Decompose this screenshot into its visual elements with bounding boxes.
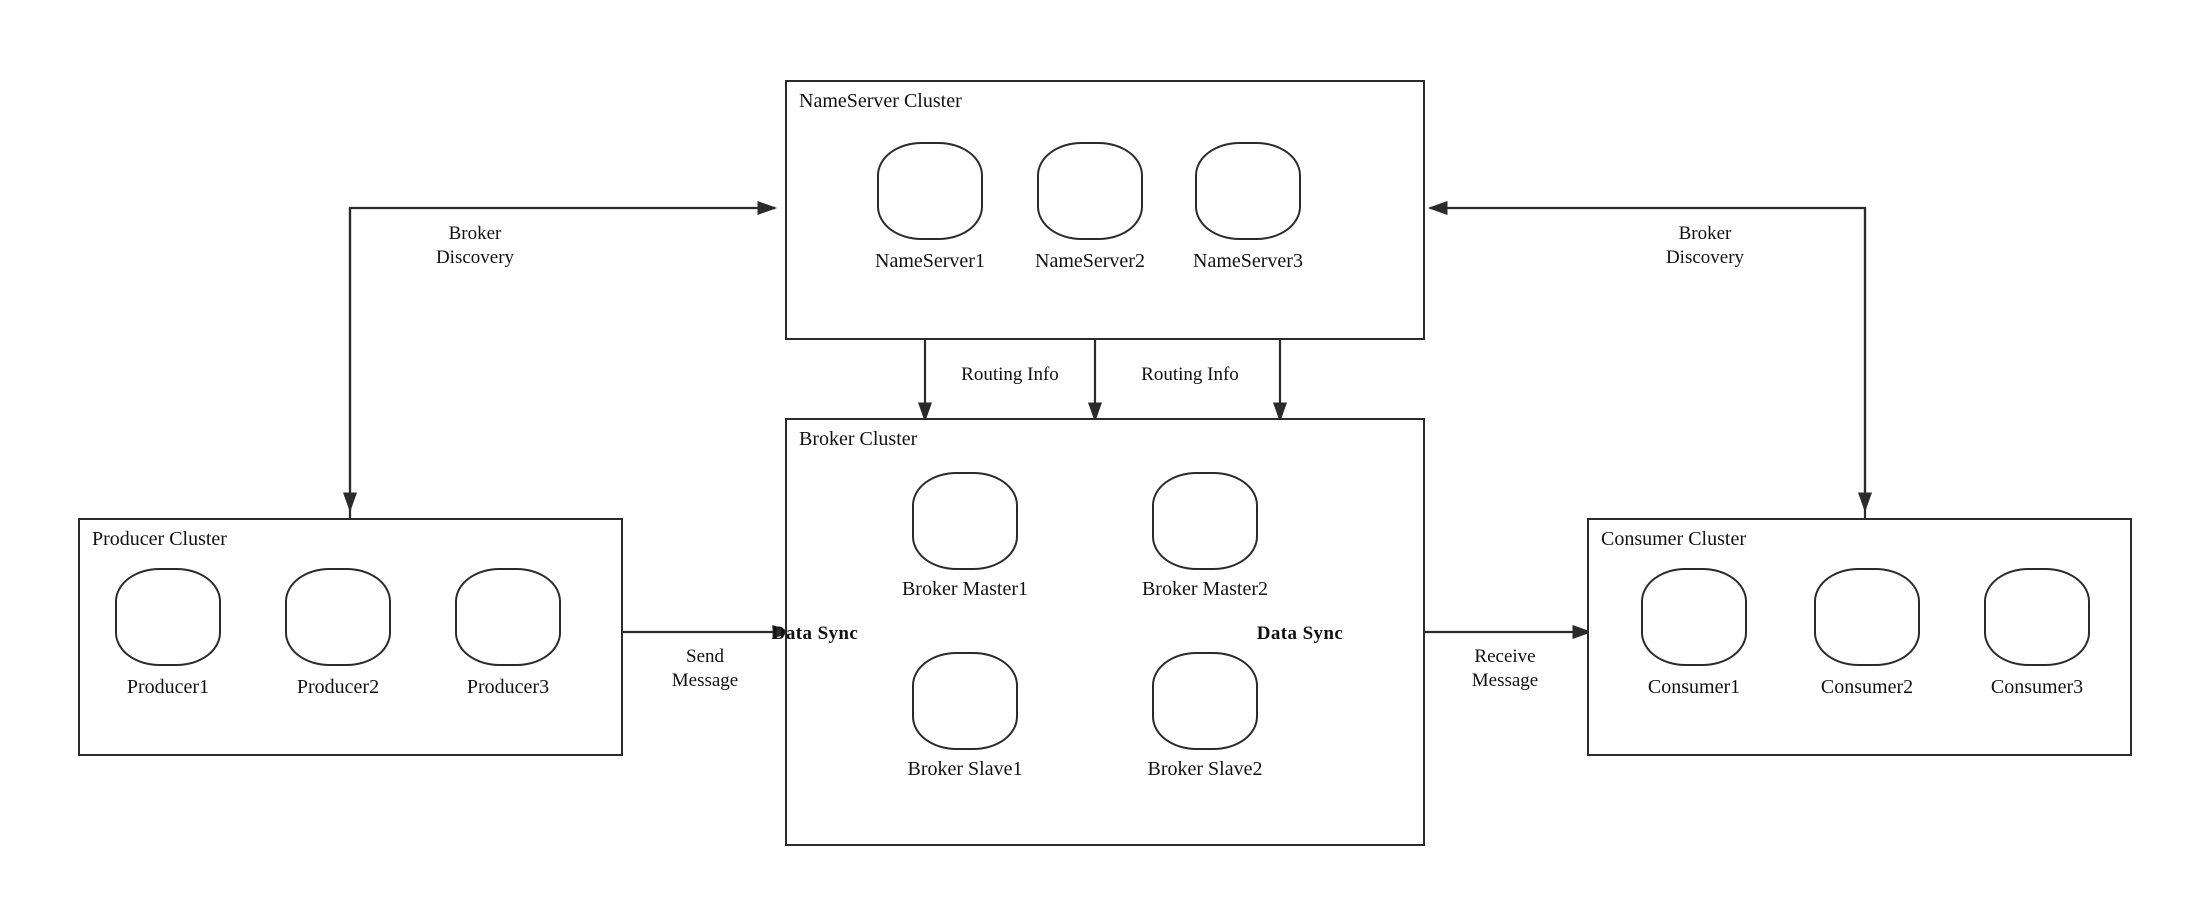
cluster-title-producer: Producer Cluster xyxy=(92,528,227,550)
cluster-consumer[interactable] xyxy=(1587,518,2132,756)
cluster-title-broker: Broker Cluster xyxy=(799,428,918,450)
cluster-title-nameserver: NameServer Cluster xyxy=(799,90,962,112)
node-broker-master2[interactable] xyxy=(1152,472,1258,570)
edge-label-data-sync-left: Data Sync xyxy=(771,623,859,644)
node-label-consumer3: Consumer3 xyxy=(1990,676,2084,698)
node-nameserver1[interactable] xyxy=(877,142,983,240)
edge-label-send-message-line1: Send xyxy=(686,646,724,667)
edge-label-broker-discovery-left xyxy=(375,222,575,270)
edge-label-broker-discovery-right xyxy=(1605,222,1805,270)
node-label-consumer1: Consumer1 xyxy=(1647,676,1741,698)
edge-label-receive-message xyxy=(1425,645,1585,693)
edge-label-data-sync-right: Data Sync xyxy=(1256,623,1344,644)
node-label-producer1: Producer1 xyxy=(126,676,210,698)
cluster-title-consumer: Consumer Cluster xyxy=(1601,528,1746,550)
node-consumer1[interactable] xyxy=(1641,568,1747,666)
cluster-nameserver[interactable] xyxy=(785,80,1425,340)
node-nameserver2[interactable] xyxy=(1037,142,1143,240)
edge-label-receive-message-line1: Receive xyxy=(1474,646,1536,667)
node-consumer3[interactable] xyxy=(1984,568,2090,666)
node-label-broker-master2: Broker Master2 xyxy=(1141,578,1269,600)
node-label-broker-master1: Broker Master1 xyxy=(901,578,1029,600)
edge-label-send-message-line2: Message xyxy=(671,670,739,691)
node-producer1[interactable] xyxy=(115,568,221,666)
edge-label-broker-discovery-right-line2: Discovery xyxy=(1665,247,1745,268)
cluster-producer[interactable] xyxy=(78,518,623,756)
node-consumer2[interactable] xyxy=(1814,568,1920,666)
node-broker-master1[interactable] xyxy=(912,472,1018,570)
node-nameserver3[interactable] xyxy=(1195,142,1301,240)
edge-label-routing-info-left: Routing Info xyxy=(961,364,1059,385)
node-label-producer2: Producer2 xyxy=(296,676,380,698)
node-label-producer3: Producer3 xyxy=(466,676,550,698)
edge-label-broker-discovery-right-line1: Broker xyxy=(1678,223,1732,244)
node-broker-slave1[interactable] xyxy=(912,652,1018,750)
edge-label-broker-discovery-left-line1: Broker xyxy=(448,223,502,244)
edge-label-broker-discovery-left-line2: Discovery xyxy=(435,247,515,268)
node-producer3[interactable] xyxy=(455,568,561,666)
node-label-nameserver1: NameServer1 xyxy=(875,250,985,272)
node-label-nameserver2: NameServer2 xyxy=(1035,250,1145,272)
edge-label-routing-info-right: Routing Info xyxy=(1141,364,1239,385)
node-broker-slave2[interactable] xyxy=(1152,652,1258,750)
node-producer2[interactable] xyxy=(285,568,391,666)
node-label-consumer2: Consumer2 xyxy=(1820,676,1914,698)
node-label-broker-slave1: Broker Slave1 xyxy=(907,758,1023,780)
node-label-broker-slave2: Broker Slave2 xyxy=(1147,758,1263,780)
node-label-nameserver3: NameServer3 xyxy=(1193,250,1303,272)
edge-label-receive-message-line2: Message xyxy=(1471,670,1539,691)
edge-label-send-message xyxy=(625,645,785,693)
